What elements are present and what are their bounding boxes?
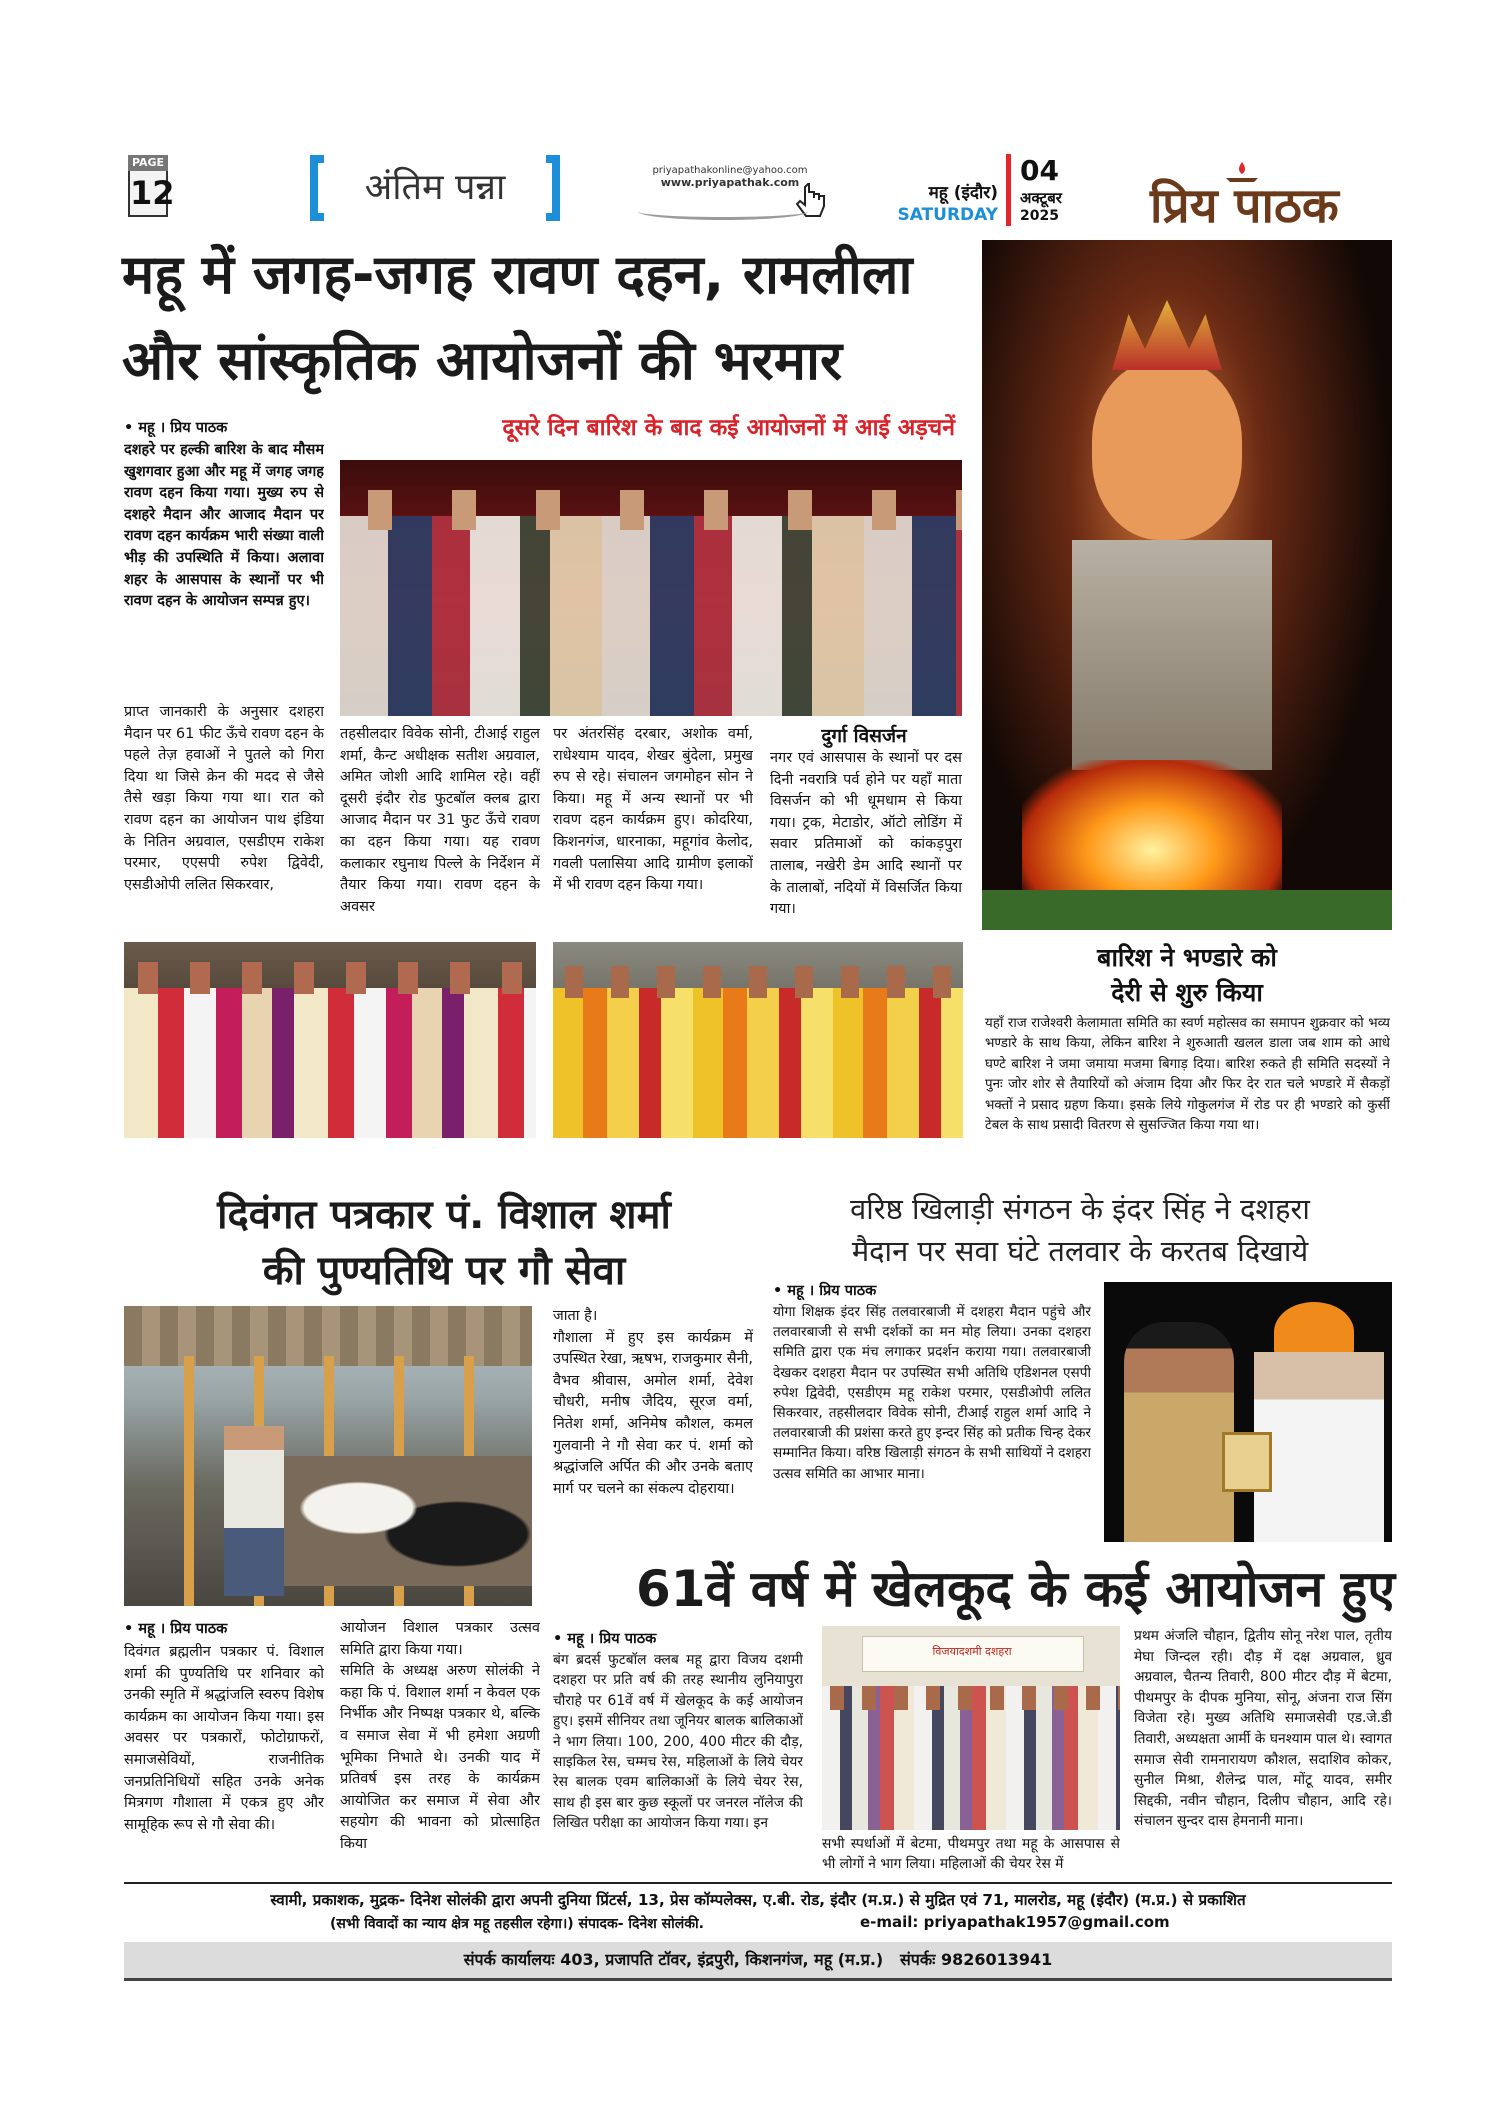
phone-label: संपर्कः — [899, 1950, 936, 1969]
section-title-box — [310, 155, 560, 221]
web-contact — [630, 165, 830, 225]
month: अक्टूबर — [1020, 189, 1062, 207]
phone-number[interactable]: 9826013941 — [940, 1950, 1053, 1969]
photo-cows — [284, 1456, 532, 1586]
photo-body — [1072, 540, 1272, 770]
story1-subhead: दूसरे दिन बारिश के बाद कई आयोजनों में आई अड़चनें — [502, 415, 955, 441]
story4-headline: 61वें वर्ष में खेलकूद के कई आयोजन हुए — [635, 1560, 1395, 1618]
bhandara-title-l2: देरी से शुरु किया — [1111, 978, 1263, 1007]
page-number-box — [128, 155, 175, 227]
gaushala-photo — [124, 1306, 532, 1606]
contact-email: priyapathakonline@yahoo.com — [652, 165, 808, 176]
story3-headline-l2: मैदान पर सवा घंटे तलवार के करतब दिखाये — [851, 1234, 1309, 1268]
photo-faces — [340, 490, 962, 530]
page-number: 12 — [128, 171, 168, 217]
durga-body: नगर एवं आसपास के स्थानों पर दस दिनी नवरात्रि पर्व होने पर यहाँ माता विसर्जन को भी धूमधाम से किया गया। ट्रक, मेटाडोर, ऑटो लोडिंग में सवार प्रतिमाओं को कांकड़पुरा तालाब, नखेरी डेम आदि स्थानों पर के तालाबों, नदियों में विसर्जित किया गया। — [770, 750, 962, 918]
guests-photo — [340, 460, 962, 716]
bracket-left — [310, 155, 324, 221]
masthead-title: प्रिय पाठक — [1150, 178, 1339, 234]
story1-col3: पर अंतरसिंह दरबार, अशोक वर्मा, राधेश्याम यादव, शेखर बुंदेला, प्रमुख रुप से रहे। संचालन जगमोहन सोन ने किया। महू में अन्य स्थानों पर भी रावण दहन कार्यक्रम हुए। कोदरिया, किशनगंज, धारनाका, महूगांव केलोद, गवली पलासिया आदि ग्रामीण इलाकों में भी रावण दहन किया गया। — [553, 726, 753, 894]
story3-byline: • महू । प्रिय पाठक — [773, 1283, 877, 1299]
photo-people-a — [124, 988, 536, 1138]
bhandara-title-l1: बारिश ने भण्डारे को — [1097, 943, 1277, 972]
story1-byline: • महू । प्रिय पाठक — [124, 420, 228, 436]
story4-col3: प्रथम अंजलि चौहान, द्वितीय सोनू नरेश पाल, तृतीय मेघा जिन्दल रही। दौड़ में दक्ष अग्रवाल, ध्रुव अग्रवाल, चैतन्य तिवारी, 800 मीटर दौड़ में बेटमा, पीथमपुर के दीपक मुनिया, सोनू, अंजना राज सिंग विजेता रहे। मुख्य अतिथि समाजसेवी एड.जे.डी तिवारी, अध्यक्षता आर्मी के घनश्याम पाल थे। स्वागत समाज सेवी रामनारायण कौशल, सदाशिव कोकर, सुनील मिश्रा, शैलेन्द्र पाल, मोंटू यादव, समीर सिद्दकी, नवीन चौहान, दिलीप चौहान, आदि रहे। संचालन सुन्दर दास हेमनानी माना। — [1134, 1628, 1392, 1830]
year: 2025 — [1020, 208, 1059, 224]
story2-top-col: जाता है। गौशाला में हुए इस कार्यक्रम में उपस्थित रेखा, ऋषभ, राजकुमार सैनी, वैभव श्रीवास, अमोल शर्मा, देवेश चौधरी, मनीष जैदिय, सूरज वर्मा, नितेश शर्मा, अनिमेष कौशल, कमल गुलवानी ने गौ सेवा कर पं. शर्मा को श्रद्धांजलि अर्पित की और उनके बताए मार्ग पर चलने का संकल्प दोहराया। — [553, 1308, 753, 1497]
photo-effigy-face — [1092, 360, 1242, 540]
durga-title: दुर्गा विसर्जन — [821, 725, 907, 747]
photo-grass — [982, 890, 1392, 930]
photo-sardar — [1254, 1352, 1384, 1542]
story4-col2: सभी स्पर्धाओं में बेटमा, पीथमपुर तथा महू के आसपास से भी लोगों ने भाग लिया। महिलाओं की चेयर रेस में — [822, 1836, 1120, 1873]
story1-col1: प्राप्त जानकारी के अनुसार दशहरा मैदान पर 61 फीट ऊँचे रावण दहन के पहले तेज़ हवाओं ने पुतले को गिरा दिया था जिसे क्रेन की मदद से जैसे तैसे खड़ा किया गया था। रात को रावण दहन का आयोजन पाथ इंडिया के नितिन अग्रवाल, एसडीएम राकेश परमार, एएसपी रुपेश द्विवेदी, एसडीओपी ललित सिकरवार, — [124, 704, 324, 893]
footer-rule-top — [124, 1882, 1392, 1884]
photo-fire — [1022, 760, 1282, 910]
banner-text: विजयादशमी दशहरा — [932, 1645, 1012, 1658]
contact-website[interactable]: www.priyapathak.com — [660, 176, 800, 189]
imprint-line-1: स्वामी, प्रकाशक, मुद्रक- दिनेश सोलंकी द्वारा अपनी दुनिया प्रिंटर्स, 13, प्रेस कॉम्पलेक्स, ए.बी. रोड, इंदौर (म.प्र.) से मुद्रित एवं 71, मालरोड, महू (इंदौर) (म.प्र.) से प्रकाशित — [270, 1891, 1246, 1909]
story2-headline-l1: दिवंगत पत्रकार पं. विशाल शर्मा — [217, 1192, 671, 1238]
weekday: SATURDAY — [897, 205, 998, 225]
swoosh — [638, 203, 808, 220]
imprint-line-2: (सभी विवादों का न्याय क्षेत्र महू तहसील रहेगा।) संपादक- दिनेश सोलंकी. — [330, 1916, 704, 1932]
story3-headline-l1: वरिष्ठ खिलाड़ी संगठन के इंदर सिंह ने दशहरा — [850, 1192, 1310, 1226]
masthead — [1150, 160, 1390, 234]
footer-email[interactable]: e-mail: priyapathak1957@gmail.com — [860, 1913, 1170, 1931]
contact-label: संपर्क कार्यालयः — [463, 1950, 555, 1969]
photo-heads-a — [124, 962, 536, 994]
sports-event-photo — [822, 1626, 1120, 1830]
story1-lead: दशहरे पर हल्की बारिश के बाद मौसम खुशगवार हुआ और महू में जगह जगह रावण दहन किया गया। मुख्य रुप से दशहरे मैदान और आजाद मैदान पर रावण दहन कार्यक्रम भारी संख्या वाली भीड़ की उपस्थिति में किया। अलावा शहर के आसपास के स्थानों पर भी रावण दहन के आयोजन सम्पन्न हुए। — [124, 442, 324, 610]
story1-headline-l2: और सांस्कृतिक आयोजनों की भरमार — [122, 329, 843, 392]
women-group-photo-2 — [553, 942, 963, 1138]
date-divider — [1006, 154, 1011, 226]
story2-headline-l2: की पुण्यतिथि पर गौ सेवा — [262, 1248, 626, 1294]
section-title: अंतिम पन्ना — [364, 167, 506, 208]
bhandara-body: यहाँ राज राजेश्वरी केलामाता समिति का स्वर्ण महोत्सव का समापन शुक्रवार को भव्य भण्डारे के साथ किया, लेकिन बारिश ने शुरुआती खलल डाला जब शाम को आधे घण्टे बारिश ने जमा जमाया मजमा बिगाड़ दिया। बारिश रुकते ही समिति सदस्यों ने पुनः जोर शोर से तैयारियों को अंजाम दिया और फिर देर रात चले भण्डारे में सैकड़ों भक्तों ने प्रसाद ग्रहण किया। इसके लिये गोकुलगंज में रोड पर ही भण्डारे को कुर्सी टेबल के साथ प्रसादी वितरण से सुसज्जित किया गया था। — [985, 1016, 1390, 1134]
day: 04 — [1020, 154, 1059, 187]
page-label: PAGE — [128, 155, 168, 171]
story2-col2: आयोजन विशाल पत्रकार उत्सव समिति द्वारा किया गया। समिति के अध्यक्ष अरुण सोलंकी ने कहा कि पं. विशाल शर्मा न केवल एक निर्भीक और निष्पक्ष पत्रकार थे, बल्कि व समाज सेवा में भी हमेशा अग्रणी भूमिका निभाते थे। उनकी याद में प्रतिवर्ष इस तरह के कार्यक्रम आयोजित कर समाज में सेवा और सहयोग की भावना को प्रोत्साहित किया — [340, 1620, 540, 1852]
story3-body: योगा शिक्षक इंदर सिंह तलवारबाजी में दशहरा मैदान पहुंचे और तलवारबाजी से सभी दर्शकों का मन मोह लिया। उनका दशहरा समिति द्वारा एक मंच लगाकर प्रदर्शन कराया गया। तलवारबाजी देखकर दशहरा मैदान पर उपस्थित सभी अतिथि एडिशनल एसपी रुपेश द्विवेदी, एसडीएम महू राकेश परमार, एसडीओपी ललित सिकरवार, तहसीलदार विवेक सोनी, टीआई राहुल शर्मा आदि ने तलवारबाजी की प्रशंसा करते हुए इन्दर सिंह को प्रतीक चिन्ह देकर सम्मानित किया। वरिष्ठ खिलाड़ी संगठन के सभी साथियों ने दशहरा उत्सव समिति का आभार माना। — [773, 1304, 1091, 1482]
photo-heads-c — [822, 1686, 1120, 1710]
sword-felicitation-photo — [1104, 1282, 1392, 1542]
photo-man — [224, 1426, 284, 1596]
contact-bar — [124, 1942, 1392, 1981]
photo-crown — [1112, 300, 1222, 370]
ravan-dahan-photo — [982, 240, 1392, 930]
story2-col1: दिवंगत ब्रह्मलीन पत्रकार पं. विशाल शर्मा की पुण्यतिथि पर शनिवार को उनकी स्मृति में श्रद्धांजलि स्वरुप विशेष कार्यक्रम का आयोजन किया गया। इस अवसर पर पत्रकारों, फोटोग्राफरों, समाजसेवियों, राजनीतिक जनप्रतिनिधियों सहित उनके अनेक मित्रगण गौशाला में एकत्र हुए और सामूहिक रूप से गौ सेवा की। — [124, 1644, 324, 1833]
bracket-right — [546, 155, 560, 221]
photo-people-b — [553, 988, 963, 1138]
story1-col2: तहसीलदार विवेक सोनी, टीआई राहुल शर्मा, कैन्ट अधीक्षक सतीश अग्रवाल, अमित जोशी आदि शामिल रहे। वहीं दूसरी इंदौर रोड फुटबॉल क्लब द्वारा आजाद मैदान पर 31 फुट ऊँचे रावण का दहन किया गया। यह रावण कलाकार रघुनाथ पिल्ले के निर्देशन में तैयार किया गया। रावण दहन के अवसर — [340, 726, 540, 915]
photo-figures — [340, 516, 962, 716]
story4-col1: बंग ब्रदर्स फुटबॉल क्लब महू द्वारा विजय दशमी दशहरा पर प्रति वर्ष की तरह स्थानीय लुनियापुरा चौराहे पर 61वें वर्ष में खेलकूद के कई आयोजन हुए। इसमें सीनियर तथा जूनियर बालक बालिकाओं ने भाग लिया। 100, 200, 400 मीटर की दौड़, साइकिल रेस, चम्मच रेस, महिलाओं के लिये चेयर रेस बालक एवम बालिकाओं के लिये चेयर रेस, साथ ही इस बार कुछ स्कूलों पर जनरल नॉलेज की लिखित परीक्षा का आयोजन किया गया। इन — [553, 1652, 803, 1832]
contact-address: 403, प्रजापति टॉवर, इंद्रपुरी, किशनगंज, महू (म.प्र.) — [560, 1950, 884, 1969]
dateline — [890, 150, 1090, 230]
photo-heads-b — [553, 966, 963, 998]
story4-byline: • महू । प्रिय पाठक — [553, 1631, 657, 1647]
photo-officer — [1124, 1322, 1234, 1542]
story1-headline-l1: महू में जगह-जगह रावण दहन, रामलीला — [122, 243, 913, 306]
contact-line — [124, 1948, 1392, 1970]
photo-memento — [1222, 1432, 1272, 1492]
story2-byline: • महू । प्रिय पाठक — [124, 1621, 228, 1637]
city: महू (इंदौर) — [928, 183, 998, 203]
women-group-photo-1 — [124, 942, 536, 1138]
